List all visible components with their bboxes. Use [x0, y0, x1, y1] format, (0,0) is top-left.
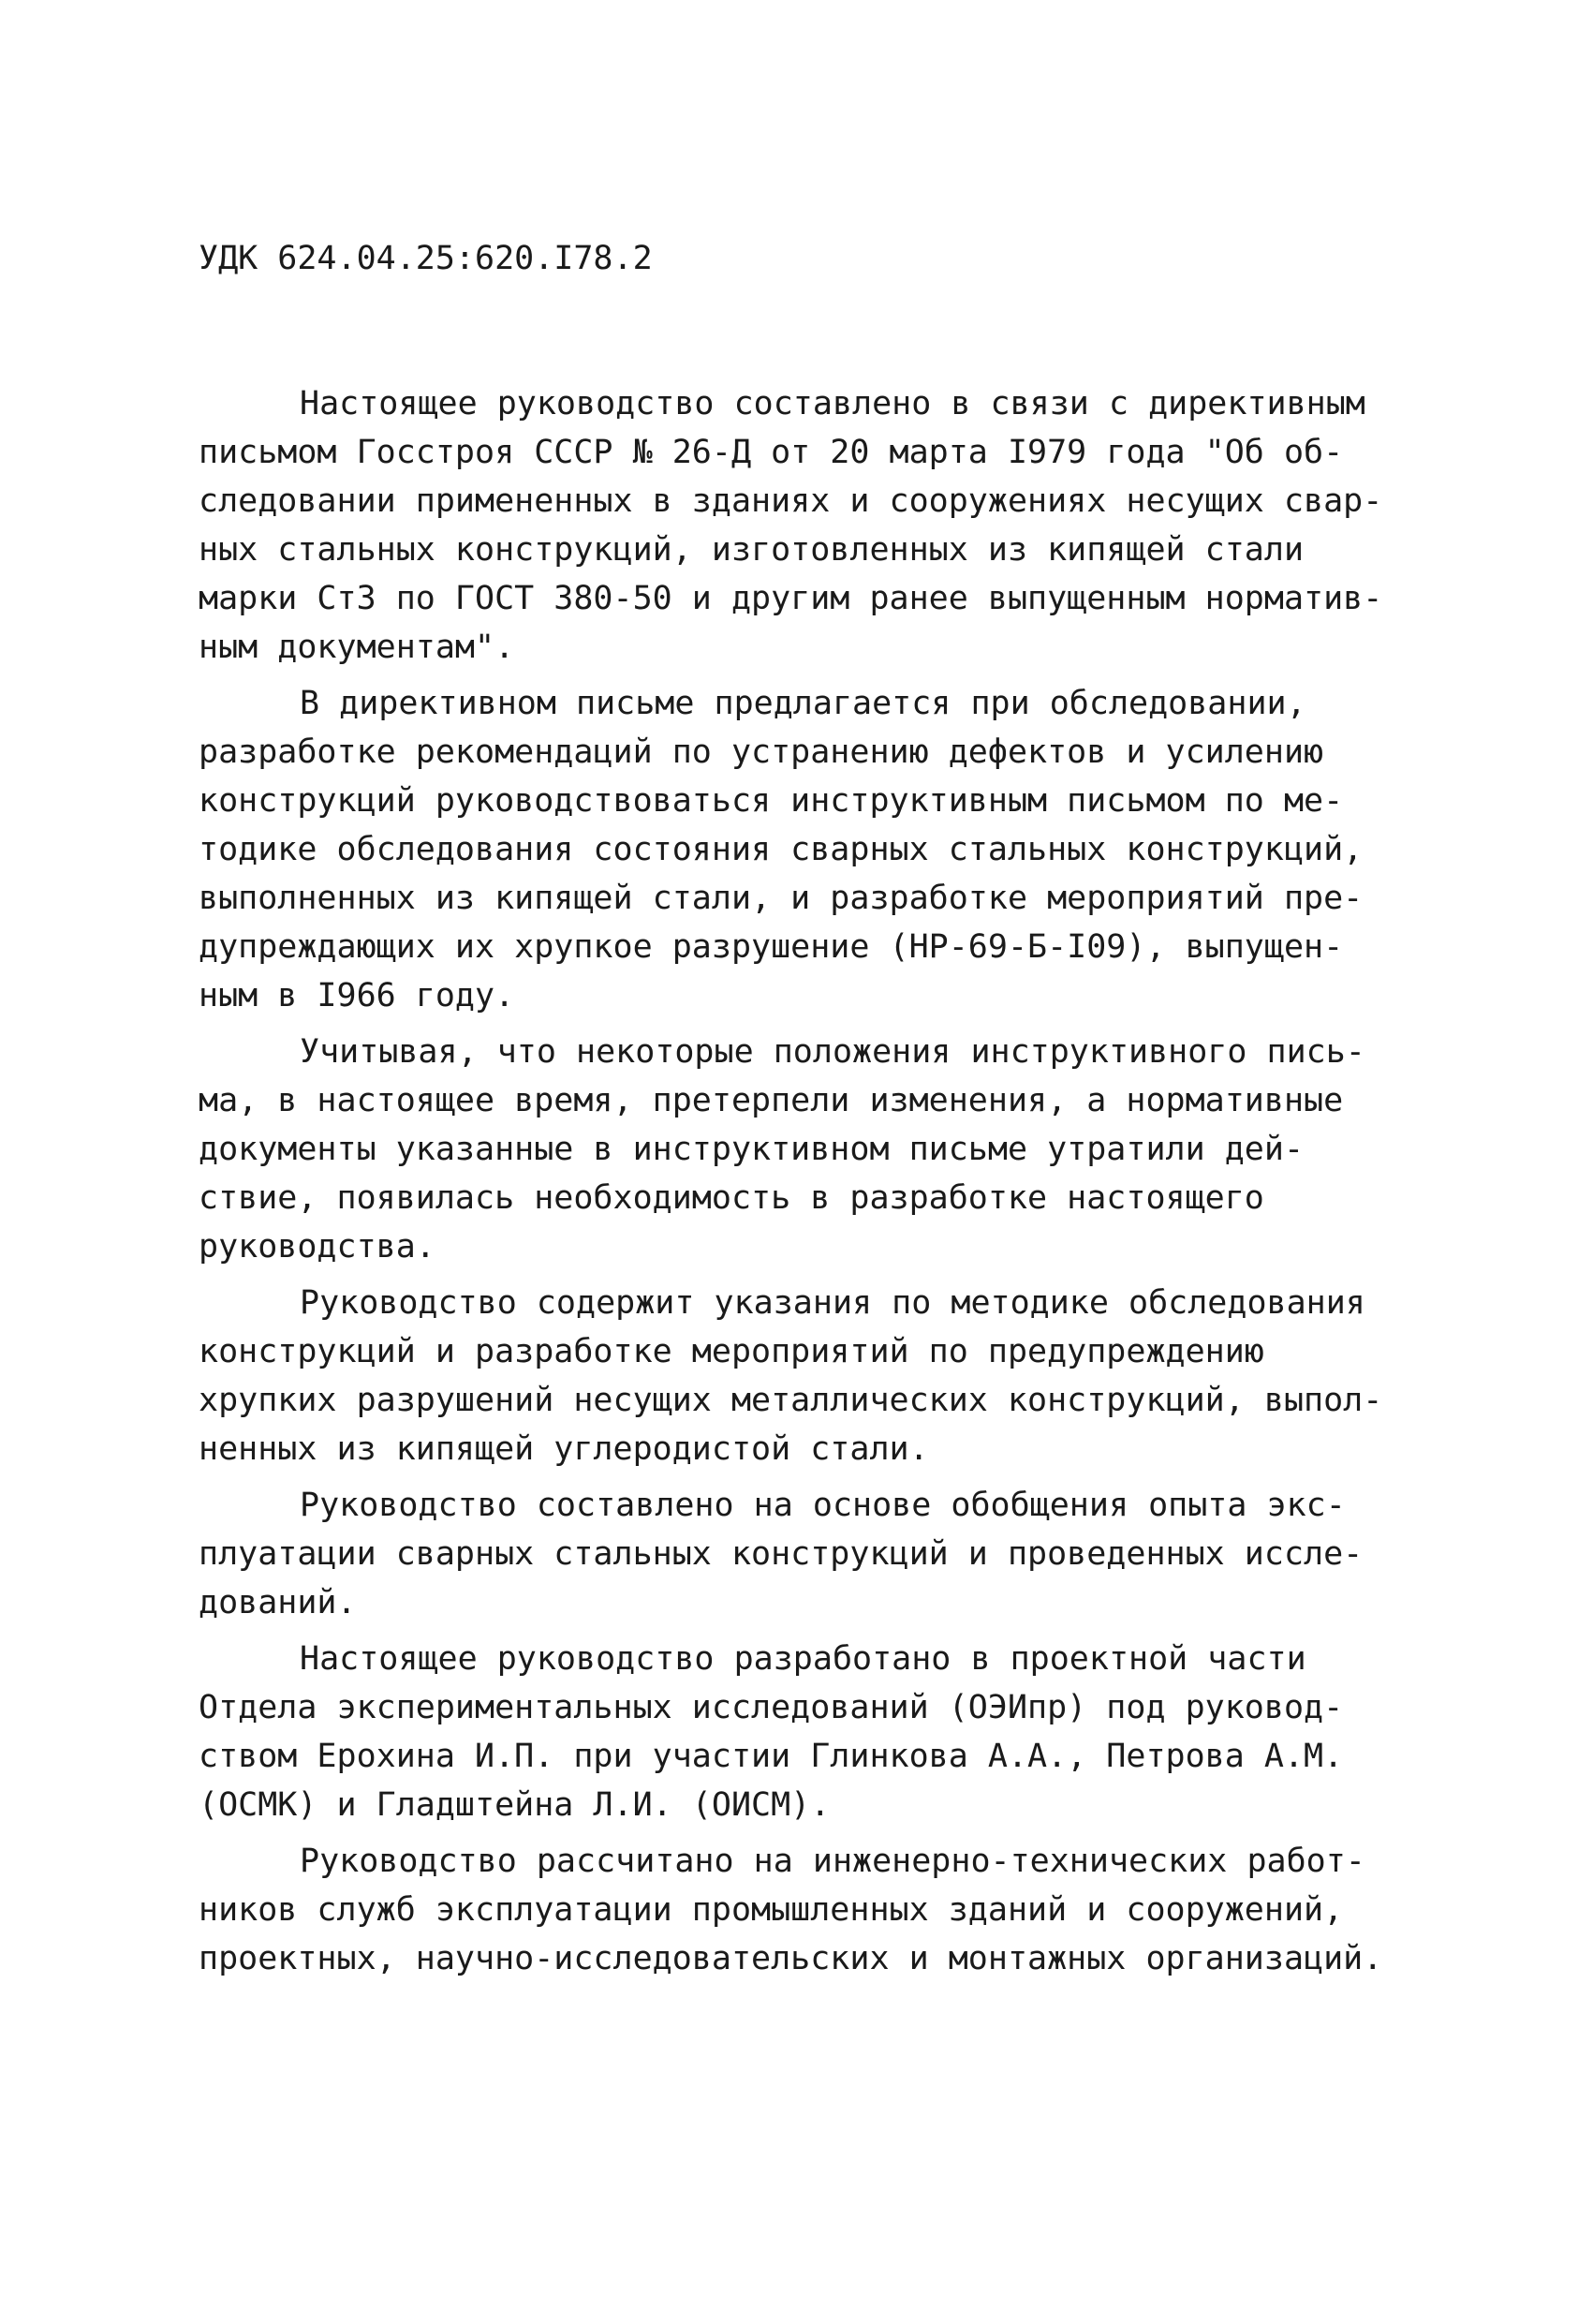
- text-line: Руководство содержит указания по методике обследования: [300, 1284, 1365, 1322]
- text-line: письмом Госстроя СССР № 26-Д от 20 марта I979 года "Об об-: [199, 434, 1344, 471]
- text-line: ма, в настоящее время, претерпели изменения, а нормативные: [199, 1082, 1344, 1119]
- text-line: В директивном письме предлагается при обследовании,: [300, 685, 1306, 722]
- text-line: дупреждающих их хрупкое разрушение (НР-69-Б-I09), выпущен-: [199, 928, 1344, 966]
- text-line: Руководство рассчитано на инженерно-технических работ-: [300, 1843, 1365, 1880]
- text-line: конструкций руководствоваться инструктивным письмом по ме-: [199, 782, 1344, 820]
- text-line: тодике обследования состояния сварных стальных конструкций,: [199, 831, 1364, 868]
- text-line: проектных, научно-исследовательских и монтажных организаций.: [199, 1940, 1383, 1977]
- text-line: марки Ст3 по ГОСТ 380-50 и другим ранее выпущенным норматив-: [199, 580, 1383, 617]
- text-line: Настоящее руководство разработано в проектной части: [300, 1640, 1306, 1678]
- udk-code: УДК 624.04.25:620.I78.2: [199, 240, 653, 277]
- text-line: ным документам".: [199, 629, 515, 666]
- paragraph-5: [199, 1481, 1416, 1627]
- text-line: документы указанные в инструктивном письме утратили дей-: [199, 1131, 1305, 1168]
- text-line: Руководство составлено на основе обобщения опыта экс-: [300, 1487, 1346, 1524]
- text-line: плуатации сварных стальных конструкций и проведенных иссле-: [199, 1535, 1364, 1573]
- paragraph-3: [199, 1028, 1416, 1271]
- text-line: (ОСМК) и Гладштейна Л.И. (ОИСМ).: [199, 1786, 831, 1824]
- text-line: ствие, появилась необходимость в разработке настоящего: [199, 1179, 1264, 1217]
- paragraph-1: [199, 379, 1416, 672]
- text-line: конструкций и разработке мероприятий по предупреждению: [199, 1333, 1264, 1370]
- text-line: дований.: [199, 1584, 357, 1621]
- paragraph-2: [199, 679, 1416, 1020]
- text-line: ным в I966 году.: [199, 977, 515, 1014]
- text-line: ников служб эксплуатации промышленных зданий и сооружений,: [199, 1891, 1344, 1929]
- document-body: [199, 379, 1416, 1983]
- text-line: ством Ерохина И.П. при участии Глинкова А.А., Петрова А.М.: [199, 1738, 1344, 1775]
- text-line: следовании примененных в зданиях и сооружениях несущих свар-: [199, 482, 1383, 520]
- text-line: ненных из кипящей углеродистой стали.: [199, 1430, 929, 1468]
- text-line: хрупких разрушений несущих металлических конструкций, выпол-: [199, 1382, 1383, 1419]
- text-line: Учитывая, что некоторые положения инструктивного пись-: [300, 1033, 1365, 1071]
- text-line: выполненных из кипящей стали, и разработке мероприятий пре-: [199, 880, 1364, 917]
- text-line: Отдела экспериментальных исследований (ОЭИпр) под руковод-: [199, 1689, 1344, 1726]
- text-line: руководства.: [199, 1228, 435, 1266]
- text-line: разработке рекомендаций по устранению дефектов и усилению: [199, 733, 1324, 771]
- paragraph-4: [199, 1279, 1416, 1473]
- paragraph-6: [199, 1635, 1416, 1829]
- paragraph-7: [199, 1837, 1416, 1983]
- text-line: ных стальных конструкций, изготовленных из кипящей стали: [199, 531, 1305, 569]
- text-line: Настоящее руководство составлено в связи с директивным: [300, 385, 1365, 422]
